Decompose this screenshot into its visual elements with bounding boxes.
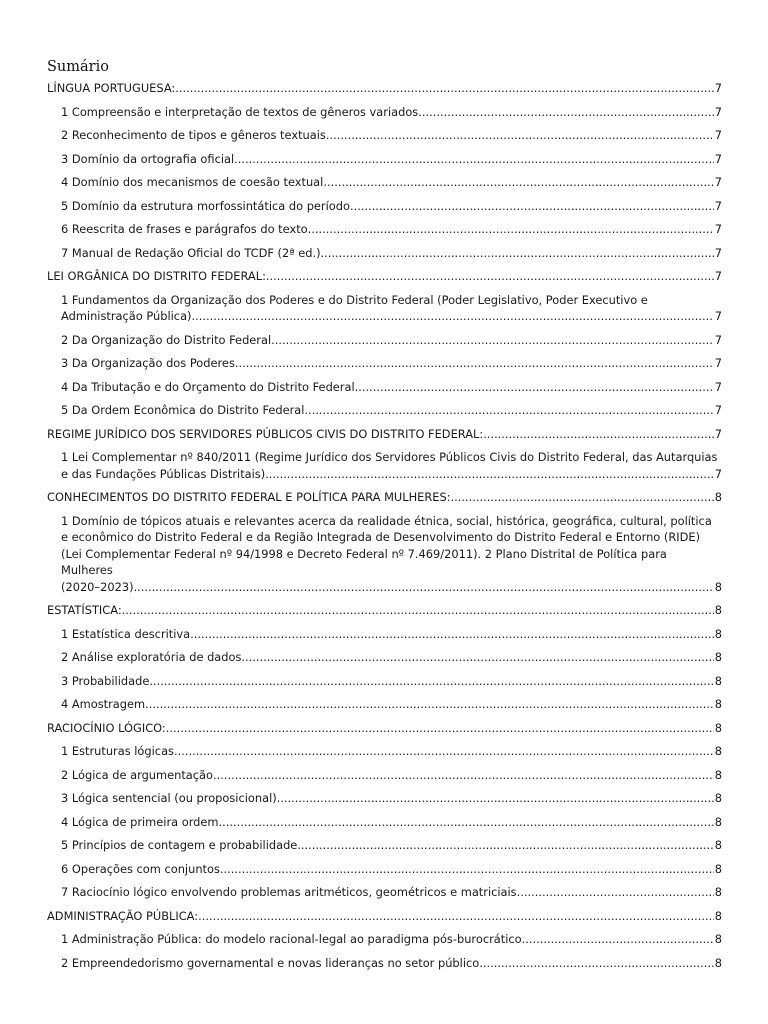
dot-leader <box>134 579 714 596</box>
page-number: 7 <box>714 104 722 119</box>
dot-leader <box>277 790 714 807</box>
page-number: 7 <box>714 466 722 481</box>
toc-subsection-entry[interactable] <box>47 696 722 713</box>
toc-section-entry[interactable] <box>47 489 722 506</box>
toc-entry-text: 1 Fundamentos da Organização dos Poderes e do Distrito Federal (Poder Legislativo, Poder Executivo e <box>61 292 648 307</box>
dot-leader <box>326 127 714 144</box>
toc-entry-text: ADMINISTRAÇÃO PÚBLICA: <box>47 908 199 923</box>
toc-subsection-entry[interactable] <box>47 355 722 372</box>
dot-leader <box>190 626 714 643</box>
toc-section-entry[interactable] <box>47 908 722 925</box>
toc-entry-text: 6 Reescrita de frases e parágrafos do texto <box>61 222 308 236</box>
dot-leader <box>483 426 714 443</box>
toc-entry-text: 3 Probabilidade <box>61 673 150 688</box>
toc-entry-text: 5 Domínio da estrutura morfossintática do período <box>61 198 350 213</box>
toc-entry-text: ESTATÍSTICA: <box>47 603 122 617</box>
dot-leader <box>308 221 714 238</box>
dot-leader <box>479 955 714 972</box>
page-number: 8 <box>714 744 722 758</box>
toc-entry-text: 3 Da Organização dos Poderes <box>61 356 235 370</box>
dot-leader <box>122 602 714 619</box>
page-number: 7 <box>714 332 722 347</box>
toc-subsection-entry[interactable] <box>47 513 722 596</box>
page-number: 8 <box>714 861 722 876</box>
table-of-contents <box>47 80 722 978</box>
toc-subsection-entry[interactable] <box>47 884 722 901</box>
page-number: 8 <box>714 603 722 617</box>
page-number: 8 <box>714 932 722 946</box>
toc-entry-text: 4 Amostragem <box>61 697 146 711</box>
dot-leader <box>297 837 713 854</box>
page-number: 7 <box>714 426 722 441</box>
toc-subsection-entry[interactable] <box>47 332 722 349</box>
dot-leader <box>517 884 714 901</box>
toc-subsection-entry[interactable] <box>47 649 722 666</box>
toc-section-entry[interactable] <box>47 426 722 443</box>
toc-subsection-entry[interactable] <box>47 174 722 191</box>
page-number: 7 <box>714 222 722 236</box>
page-number: 7 <box>714 356 722 370</box>
toc-entry-text: 1 Estatística descritiva <box>61 626 191 641</box>
toc-entry-text: 4 Domínio dos mecanismos de coesão textual <box>61 175 324 189</box>
page-number: 8 <box>714 814 722 829</box>
page-number: 8 <box>714 626 722 641</box>
dot-leader <box>145 696 714 713</box>
toc-subsection-entry[interactable] <box>47 626 722 643</box>
dot-leader <box>198 908 714 925</box>
dot-leader <box>321 245 714 262</box>
toc-section-entry[interactable] <box>47 602 722 619</box>
toc-entry-text: 2 Reconhecimento de tipos e gêneros textuais <box>61 128 326 142</box>
page-number: 7 <box>714 198 722 213</box>
dot-leader <box>271 332 714 349</box>
toc-entry-lastline <box>61 466 722 483</box>
dot-leader <box>522 931 714 948</box>
toc-entry-text: 7 Raciocínio lógico envolvendo problemas aritméticos, geométricos e matriciais <box>61 885 517 899</box>
page-number: 8 <box>714 885 722 899</box>
toc-subsection-entry[interactable] <box>47 673 722 690</box>
toc-subsection-entry[interactable] <box>47 151 722 168</box>
page-number: 8 <box>714 720 722 735</box>
toc-entry-text: 1 Lei Complementar nº 840/2011 (Regime Jurídico dos Servidores Públicos Civis do Distrito Federal, das Autarquias <box>61 450 718 464</box>
toc-subsection-entry[interactable] <box>47 767 722 784</box>
dot-leader <box>451 489 714 506</box>
page-number: 8 <box>714 673 722 688</box>
toc-subsection-entry[interactable] <box>47 221 722 238</box>
toc-subsection-entry[interactable] <box>47 837 722 854</box>
toc-section-entry[interactable] <box>47 268 722 285</box>
toc-entry-text: 3 Lógica sentencial (ou proposicional) <box>61 791 277 805</box>
toc-entry-text: 1 Compreensão e interpretação de textos de gêneros variados <box>61 104 419 119</box>
dot-leader <box>220 861 714 878</box>
page-number: 8 <box>714 791 722 805</box>
toc-subsection-entry[interactable] <box>47 104 722 121</box>
page-number: 7 <box>714 151 722 166</box>
dot-leader <box>241 649 713 666</box>
dot-leader <box>175 80 714 97</box>
toc-title: Sumário <box>47 59 109 75</box>
dot-leader <box>234 151 714 168</box>
toc-section-entry[interactable] <box>47 80 722 97</box>
page-number: 7 <box>714 379 722 394</box>
toc-entry-text: LÍNGUA PORTUGUESA: <box>47 81 176 95</box>
page-number: 8 <box>714 697 722 711</box>
toc-entry-text: 5 Princípios de contagem e probabilidade <box>61 838 298 852</box>
toc-entry-text: 7 Manual de Redação Oficial do TCDF (2ª ed.) <box>61 245 321 260</box>
dot-leader <box>174 743 714 760</box>
page-number: 7 <box>714 403 722 417</box>
toc-entry-text: 5 Da Ordem Econômica do Distrito Federal <box>61 403 305 417</box>
dot-leader <box>323 174 713 191</box>
toc-subsection-entry[interactable] <box>47 402 722 419</box>
toc-subsection-entry[interactable] <box>47 198 722 215</box>
toc-entry-text: 4 Lógica de primeira ordem <box>61 814 219 829</box>
page-number: 8 <box>714 838 722 852</box>
dot-leader <box>149 673 713 690</box>
toc-entry-lastline <box>61 308 722 325</box>
page-number: 7 <box>714 128 722 142</box>
toc-entry-text: 6 Operações com conjuntos <box>61 861 220 876</box>
toc-subsection-entry[interactable] <box>47 743 722 760</box>
toc-entry-text: 2 Da Organização do Distrito Federal <box>61 332 272 347</box>
dot-leader <box>304 402 713 419</box>
dot-leader <box>235 355 714 372</box>
toc-entry-text: e das Fundações Públicas Distritais) <box>61 466 266 481</box>
dot-leader <box>213 767 714 784</box>
toc-entry-text: 2 Análise exploratória de dados <box>61 650 242 664</box>
toc-entry-text: 1 Administração Pública: do modelo racional-legal ao paradigma pós-burocrático <box>61 932 522 946</box>
toc-entry-text: 1 Estruturas lógicas <box>61 744 174 758</box>
toc-subsection-entry[interactable] <box>47 861 722 878</box>
toc-entry-text: 2 Empreendedorismo governamental e novas lideranças no setor público <box>61 955 480 970</box>
page-number: 8 <box>714 908 722 923</box>
dot-leader <box>219 814 714 831</box>
page-number: 8 <box>714 579 722 594</box>
toc-subsection-entry[interactable] <box>47 449 722 482</box>
dot-leader <box>266 268 714 285</box>
toc-entry-text: 4 Da Tributação e do Orçamento do Distrito Federal <box>61 379 355 394</box>
page-number: 8 <box>714 767 722 782</box>
page-number: 8 <box>714 955 722 970</box>
dot-leader <box>192 308 714 325</box>
toc-subsection-entry[interactable] <box>47 127 722 144</box>
toc-subsection-entry[interactable] <box>47 245 722 262</box>
page-number: 8 <box>714 490 722 504</box>
toc-entry-text: 1 Domínio de tópicos atuais e relevantes acerca da realidade étnica, social, histórica, geográfica, cultural, política e econômico do Distrito Federal e da Região Integrada de Desenvolvimento do Distrito Federal e Entorno (RIDE) (Lei Complementar Federal nº 94/1998 e Decreto Federal nº 7.469/2011). 2 Plano Distrital de Política para Mulheres <box>61 513 712 577</box>
page-number: 8 <box>714 650 722 664</box>
dot-leader <box>350 198 714 215</box>
toc-entry-text: RACIOCÍNIO LÓGICO: <box>47 720 166 735</box>
dot-leader <box>265 466 714 483</box>
dot-leader <box>355 379 714 396</box>
toc-entry-text: LEI ORGÂNICA DO DISTRITO FEDERAL: <box>47 269 266 283</box>
page-number: 7 <box>714 309 722 323</box>
page-number: 7 <box>714 269 722 283</box>
toc-subsection-entry[interactable] <box>47 379 722 396</box>
toc-subsection-entry[interactable] <box>47 931 722 948</box>
toc-entry-text: CONHECIMENTOS DO DISTRITO FEDERAL E POLÍTICA PARA MULHERES: <box>47 490 451 504</box>
toc-entry-text: 3 Domínio da ortografia oficial <box>61 151 235 166</box>
toc-entry-text: 2 Lógica de argumentação <box>61 767 213 782</box>
toc-entry-text: Administração Pública) <box>61 309 192 323</box>
page-number: 7 <box>714 175 722 189</box>
toc-entry-text: REGIME JURÍDICO DOS SERVIDORES PÚBLICOS CIVIS DO DISTRITO FEDERAL: <box>47 426 484 441</box>
page-number: 7 <box>714 245 722 260</box>
toc-subsection-entry[interactable] <box>47 955 722 972</box>
toc-entry-lastline <box>61 579 722 596</box>
toc-section-entry[interactable] <box>47 720 722 737</box>
toc-subsection-entry[interactable] <box>47 790 722 807</box>
dot-leader <box>418 104 714 121</box>
toc-subsection-entry[interactable] <box>47 814 722 831</box>
toc-subsection-entry[interactable] <box>47 292 722 325</box>
toc-entry-text: (2020–2023) <box>61 579 134 594</box>
dot-leader <box>166 720 714 737</box>
page-number: 7 <box>714 81 722 95</box>
